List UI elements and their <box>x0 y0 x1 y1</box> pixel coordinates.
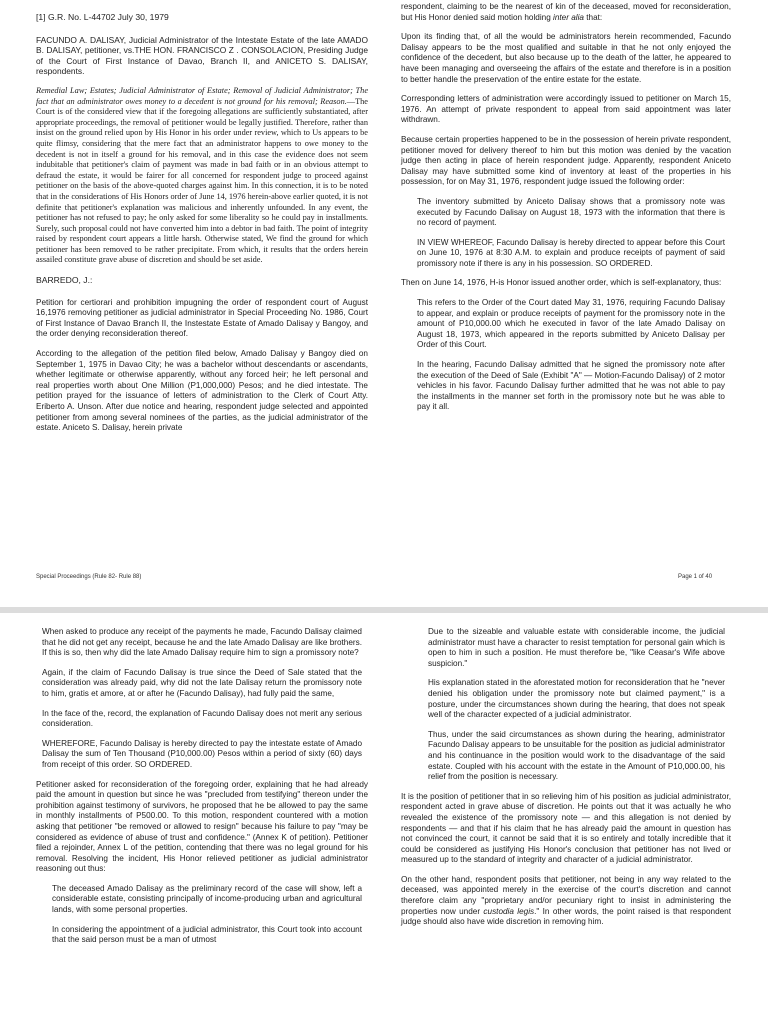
block-quote: This refers to the Order of the Court dated May 31, 1976, requiring Facundo Dalisay to appear, and explain or produce receipts of payment for the promissory note in the amount of P10,000.00 which he executed in favor of the late Amado Dalisay on August 18, 1973, which appeared in the reports submitted by Aniceto Dalisay per Order of this Court. <box>417 298 725 350</box>
block-quote: When asked to produce any receipt of the payments he made, Facundo Dalisay claimed that he did not get any receipt, because he and the late Amado Dalisay are like brothers. If this is so, then why did the late Amado Dalisay require him to sign a promissory note? <box>42 627 362 658</box>
syllabus-body: —The Court is of the considered view that if the foregoing allegations are sufficiently substantiated, after appropriate proceedings, the removal of petitioner would be legally justified. Therefore, rather than insist on the ground relied upon by His Honor in his order under review, which to Us appears to be quite flimsy, considering that the mere fact that an administrator happens to owe money to the decedent is not in itself a ground for his removal, and in this case the evidence does not seem indubitable that petitioner's claim of payment was made in bad faith or in an obvious attempt to defraud the estate, it would be fairer for all concerned for respondent judge to proceed against petitioner on the basis of the above-quoted charges against him. In this connection, it is to be noted that in the considerations of His Honors order of June 14, 1976 herein-above earlier quoted, it is not definite that petitioner's explanation was malicious and inherently unfounded. In any event, the petitioner has not refused to pay; he only asked for some liberality so he could pay in installments. Surely, such proposal could not have converted him into a debtor in bad faith. The point of integrity raised by respondent court appears a little harsh. Otherwise stated, We find the ground for which petitioner has been removed to be rather precipitate. From which, it results that the orders herein assailed constitute grave abuse of discretion and should be set aside. <box>36 96 368 265</box>
page-number: Page 1 of 40 <box>678 574 713 580</box>
case-citation: [1] G.R. No. L-44702 July 30, 1979 <box>36 12 169 22</box>
block-quote: Due to the sizeable and valuable estate with considerable income, the judicial administrator must have a character to resist temptation for personal gain which is open to him in such a position. He must therefore be, "like Ceasar's Wife above suspicion." <box>428 627 725 668</box>
paragraph: Upon its finding that, of all the would be administrators herein recommended, Facundo Dalisay appears to be the most qualified and suitable in that he not only enjoyed the confidence of the decedent, but also because up to the death of the latter, he appeared to have been managing and overseeing the affairs of the estate and therefore is in a position to better handle the preservation of the entire estate for the estate. <box>401 32 731 84</box>
paragraph: According to the allegation of the petition filed below, Amado Dalisay y Bangoy died on September 1, 1975 in Davao City; he was a bachelor without descendants or ascendants, whether legitimate or otherwise apparently, without any forced heir; he left personal and real properties worth about One Million (P1,000,000) Pesos; and he died intestate. The petition prayed for the issuance of letters of administration to the Clerk of Court Atty. Eriberto A. Unson. After due notice and hearing, respondent judge selected and appointed petitioner from among several nominees of the parties, as the judicial administrator of the estate. Aniceto S. Dalisay, herein private <box>36 349 368 433</box>
page2-left-column <box>36 627 368 955</box>
paragraph: respondent, claiming to be the nearest of kin of the deceased, moved for reconsideration, but His Honor denied said motion holding inter alia that: <box>401 2 731 22</box>
paragraph: Petition for certiorari and prohibition impugning the order of respondent court of August 16,1976 removing petitioner as judicial administrator in Special Proceeding No. 1986, Court of First Instance of Davao Branch II, the Instestate Estate of Amado Dalisay y Bangoy, and the order denying reconsideration thereof. <box>36 297 368 339</box>
ponente: BARREDO, J.: <box>36 275 93 286</box>
paragraph: Then on June 14, 1976, H-is Honor issued another order, which is self-explanatory, thus: <box>401 278 722 288</box>
page1-right-column <box>401 2 731 422</box>
block-quote: WHEREFORE, Facundo Dalisay is hereby directed to pay the intestate estate of Amado Dalisay the sum of Ten Thousand (P10,000.00) Pesos within a period of sixty (60) days from receipt of this order. SO ORDERED. <box>42 738 362 769</box>
syllabus-head: Remedial Law; Estates; Judicial Administrator of Estate; Removal of Judicial Administrator; The fact that an administrator owes money to a decedent is not ground for his removal; Reason. <box>36 85 368 106</box>
page2-right-column <box>401 627 731 937</box>
block-quote: In considering the appointment of a judicial administrator, this Court took into account that the said person must be a man of utmost <box>52 924 362 945</box>
block-quote: Thus, under the said circumstances as shown during the hearing, administrator Facundo Dalisay appears to be unsuitable for the position as judicial administrator and his continuance in the position would work to the disadvantage of the said estate. Coupled with his account with the estate in the Amount of P10,000.00, his relief from the position is necessary. <box>428 729 725 782</box>
footer-title: Special Proceedings (Rule 82- Rule 88) <box>36 574 142 580</box>
block-quote: IN VIEW WHEREOF, Facundo Dalisay is hereby directed to appear before this Court on June 10, 1976 at 8:30 A.M. to explain and produce receipts of payment of said promissory note if there is any in his possession. SO ORDERED. <box>417 237 725 268</box>
paragraph: On the other hand, respondent posits that petitioner, not being in any way related to the deceased, was appointed merely in the exercise of the court's discretion and cannot therefore claim any "proprietary and/or pecuniary right to insist in administering the properties now under custodia legis." In other words, the point raised is that respondent judge should also have wide discretion in removing him. <box>401 874 732 927</box>
block-quote: The inventory submitted by Aniceto Dalisay shows that a promissory note was executed by Facundo Dalisay on August 18, 1973 with the information that there is no record of payment. <box>417 196 725 228</box>
block-quote: The deceased Amado Dalisay as the preliminary record of the case will show, left a considerable estate, consisting principally of income-producing urban and agricultural lands, with some personal properties. <box>52 883 362 915</box>
paragraph: Petitioner asked for reconsideration of the foregoing order, explaining that he had already paid the amount in question but since he was "precluded from testifying" thereon under the prohibition against testimony of survivors, he proposed that he be allowed to pay the same in monthly installments of P500.00. To this motion, respondent countered with a motion asking that petitioner "be removed or allowed to resign" because his failure to pay "may be considered as evidence of abuse of trust and confidence." (Annex K of petition). Petitioner filed a rejoinder, Annex L of the petition, contending that there was no legal ground for his removal. Resolving the incident, His Honor relieved petitioner as judicial administrator reasoning out thus: <box>36 779 368 874</box>
block-quote: In the hearing, Facundo Dalisay admitted that he signed the promissory note after the execution of the Deed of Sale (Exhibit "A" — Motion-Facundo Dalisay) of 2 motor vehicles in his favor. Facundo Dalisay further admitted that he was not able to pay the installments in the manner set forth in the promissory note but he was able to pay it all. <box>417 360 725 412</box>
block-quote: His explanation stated in the aforestated motion for reconsideration that he "never denied his obligation under the promissory note but claimed payment," is a posture, under the circumstances shown during the hearing, that does not speak well of the character expected of a judicial administrator. <box>428 678 725 720</box>
syllabus <box>36 86 368 266</box>
block-quote: Again, if the claim of Facundo Dalisay is true since the Deed of Sale stated that the consideration was already paid, why did not the late Dalisay return the promissory note to him, gratis et amore, at or after he (Facundo Dalisay), had fully paid the same, <box>42 667 362 698</box>
paragraph: It is the position of petitioner that in so relieving him of his position as judicial administrator, respondent acted in grave abuse of discretion. He points out that it was actually he who revealed the existence of the promissory note — and this allegation is not denied by respondents — and that if his claim that he has already paid the amount in question has not convinced the court, it cannot be said that it is so entirely and totally incredible that it could be considered as justifying His Honor's conclusion that petitioner has not lived or measured up to the standard of integrity and character of a judicial administrator. <box>401 791 731 865</box>
case-parties: FACUNDO A. DALISAY, Judicial Administrator of the Intestate Estate of the late AMADO B. DALISAY, petitioner, vs.THE HON. FRANCISCO Z . CONSOLACION, Presiding Judge of the Court of First Instance of Davao, Branch II, and ANICETO S. DALISAY, respondents. <box>36 34 368 77</box>
document-page-2 <box>0 613 768 1024</box>
block-quote: In the face of the, record, the explanation of Facundo Dalisay does not merit any serious consideration. <box>42 708 362 729</box>
paragraph: Corresponding letters of administration were accordingly issued to petitioner on March 15, 1976. An attempt of private respondent to appeal from said appointment was later withdrawn. <box>401 94 731 125</box>
paragraph: Because certain properties happened to be in the possession of herein private respondent, petitioner moved for delivery thereof to him but this motion was denied by the vacation judge then acting in place of herein respondent judge. Apparently, respondent Aniceto Dalisay may have submitted some kind of inventory at least of the properties in his possession, for on May 31, 1976, respondent judge issued the following order: <box>401 134 731 187</box>
page1-left-column <box>36 12 368 443</box>
